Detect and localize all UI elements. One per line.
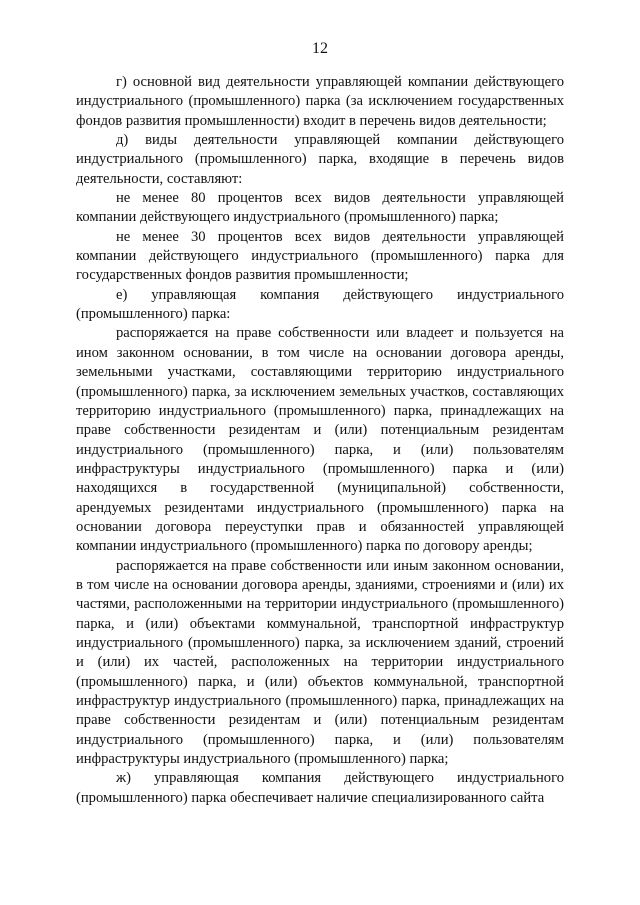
paragraph-d: д) виды деятельности управляющей компании действующего индустриального (промышленного) парка, входящие в перечень видов деятельности, составляют: — [76, 132, 564, 187]
paragraph-g: г) основной вид деятельности управляющей компании действующего индустриального (промышленного) парка (за исключением государственных фондов развития промышленности) входит в перечень видов деятельности; — [76, 74, 564, 129]
paragraph-e-land: распоряжается на праве собственности или владеет и пользуется на ином законном основании, в том числе на основании договора аренды, земельными участками, составляющими территорию индустриального (промышленного) парка, за исключением земельных участков, составляющих территорию индустриального (промышленного) парка, принадлежащих на праве собственности резидентам и (или) потенциальным резидентам индустриального (промышленного) парка, и (или) пользователям инфраструктуры индустриального (промышленного) парка и (или) находящихся в государственной (муниципальной) собственности, арендуемых резидентами индустриального (промышленного) парка на основании договора переуступки прав и обязанностей управляющей компании индустриального (промышленного) парка по договору аренды; — [76, 325, 564, 555]
paragraph-e: е) управляющая компания действующего индустриального (промышленного) парка: — [76, 286, 564, 323]
paragraph-zh: ж) управляющая компания действующего индустриального (промышленного) парка обеспечивает наличие специализированного сайта — [76, 770, 564, 806]
paragraph-d-item-80: не менее 80 процентов всех видов деятельности управляющей компании действующего индустриального (промышленного) парка; — [76, 190, 564, 226]
page-number: 12 — [312, 40, 328, 57]
paragraph-e-buildings: распоряжается на праве собственности или иным законном основании, в том числе на основании договора аренды, зданиями, строениями и (или) их частями, расположенными на территории индустриального (промышленного) парка, и (или) объектами коммунальной, транспортной инфраструктур индустриального (промышленного) парка, за исключением зданий, строений и (или) их частей, расположенных на территории индустриального (промышленного) парка, и (или) объектов коммунальной, транспортной инфраструктур индустриального (промышленного) парка, принадлежащих на праве собственности резидентам и (или) потенциальным резидентам индустриального (промышленного) парка, и (или) пользователям инфраструктуры индустриального (промышленного) парка; — [76, 557, 564, 768]
paragraph-d-item-30: не менее 30 процентов всех видов деятельности управляющей компании действующего индустриального (промышленного) парка для государственных фондов развития промышленности; — [76, 228, 564, 284]
document-body — [76, 73, 564, 808]
